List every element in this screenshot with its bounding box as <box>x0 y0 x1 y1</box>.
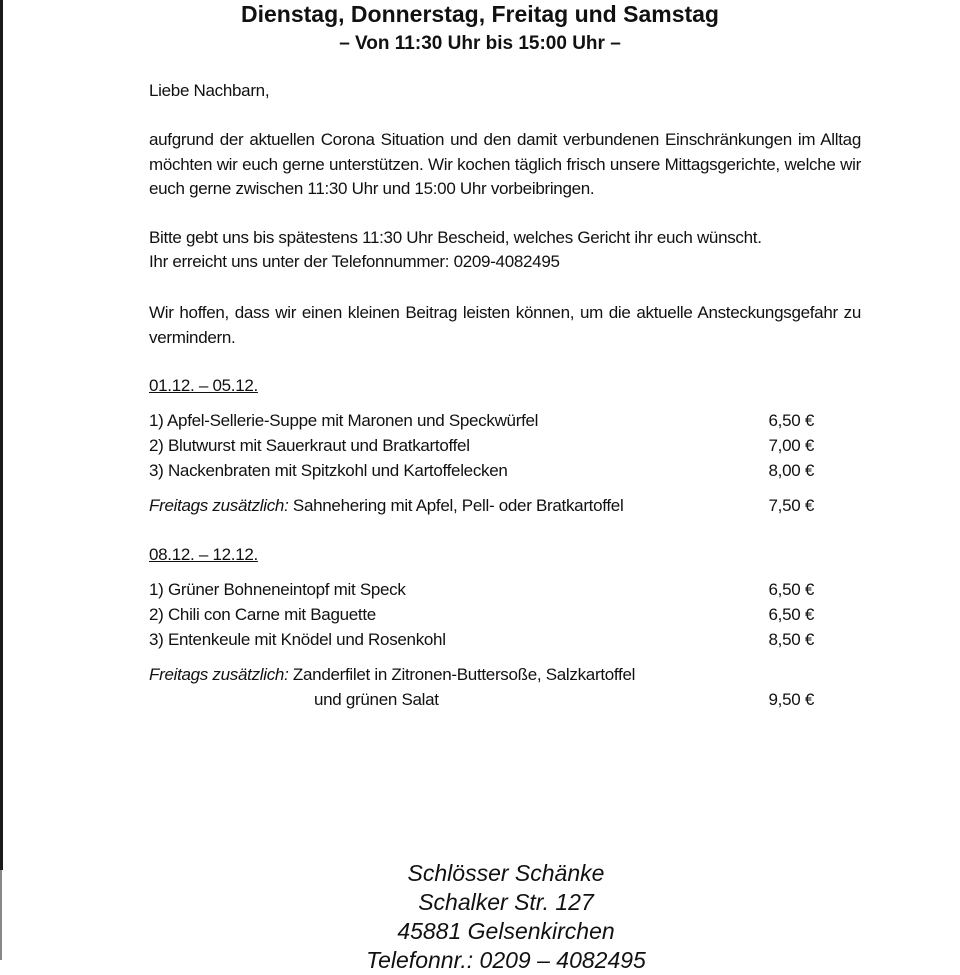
intro-paragraph: aufgrund der aktuellen Corona Situation und den damit verbundenen Einschränkungen im Alltag möchten wir euch gerne unterstützen. Wir kochen täglich frisch unsere Mittagsgerichte, welche wir euch gerne zwischen 11:30 Uhr und 15:00 Uhr vorbeibringen. <box>149 130 861 198</box>
dish-name: 2) Blutwurst mit Sauerkraut und Bratkartoffel <box>149 436 470 455</box>
friday-dish-line2: und grünen Salat <box>314 690 439 709</box>
menu-item <box>149 411 814 435</box>
week-1-label: 01.12. – 05.12. <box>149 376 258 395</box>
days-heading: Dienstag, Donnerstag, Freitag und Samstag <box>241 1 719 27</box>
dish-name: 2) Chili con Carne mit Baguette <box>149 605 376 624</box>
dish-price: 6,50 € <box>768 605 814 624</box>
dish-price: 7,00 € <box>768 436 814 455</box>
friday-special <box>149 496 814 520</box>
friday-special-continued <box>149 690 814 714</box>
dish-name: 3) Nackenbraten mit Spitzkohl und Kartoffelecken <box>149 461 508 480</box>
dish-price: 8,00 € <box>768 461 814 480</box>
restaurant-name: Schlösser Schänke <box>407 860 605 886</box>
menu-item <box>149 461 814 485</box>
menu-item <box>149 630 814 654</box>
dish-price: 6,50 € <box>768 580 814 599</box>
dish-price: 8,50 € <box>768 630 814 649</box>
dish-name: 3) Entenkeule mit Knödel und Rosenkohl <box>149 630 446 649</box>
friday-special <box>149 665 814 689</box>
restaurant-phone: Telefonnr.: 0209 – 4082495 <box>366 947 646 973</box>
phone-line: Ihr erreicht uns unter der Telefonnummer: 0209-4082495 <box>149 252 560 271</box>
menu-item <box>149 605 814 629</box>
hope-paragraph: Wir hoffen, dass wir einen kleinen Beitrag leisten können, um die aktuelle Ansteckungsgefahr zu vermindern. <box>149 303 861 347</box>
friday-price: 9,50 € <box>768 690 814 709</box>
restaurant-street: Schalker Str. 127 <box>418 889 594 915</box>
friday-dish: Sahnehering mit Apfel, Pell- oder Bratkartoffel <box>288 496 624 515</box>
scan-edge <box>0 0 3 870</box>
dish-price: 6,50 € <box>768 411 814 430</box>
restaurant-city: 45881 Gelsenkirchen <box>397 918 615 944</box>
friday-price: 7,50 € <box>768 496 814 515</box>
friday-prefix: Freitags zusätzlich: <box>149 496 289 515</box>
dish-name: 1) Apfel-Sellerie-Suppe mit Maronen und Speckwürfel <box>149 411 539 430</box>
greeting: Liebe Nachbarn, <box>149 81 270 100</box>
menu-item <box>149 580 814 604</box>
menu-item <box>149 436 814 460</box>
week-2-label: 08.12. – 12.12. <box>149 545 258 564</box>
dish-name: 1) Grüner Bohneneintopf mit Speck <box>149 580 406 599</box>
order-deadline-line: Bitte gebt uns bis spätestens 11:30 Uhr Bescheid, welches Gericht ihr euch wünscht. <box>149 228 762 247</box>
friday-dish: Zanderfilet in Zitronen-Buttersoße, Salzkartoffel <box>288 665 636 684</box>
hours-heading: – Von 11:30 Uhr bis 15:00 Uhr – <box>339 33 621 54</box>
friday-prefix: Freitags zusätzlich: <box>149 665 289 684</box>
